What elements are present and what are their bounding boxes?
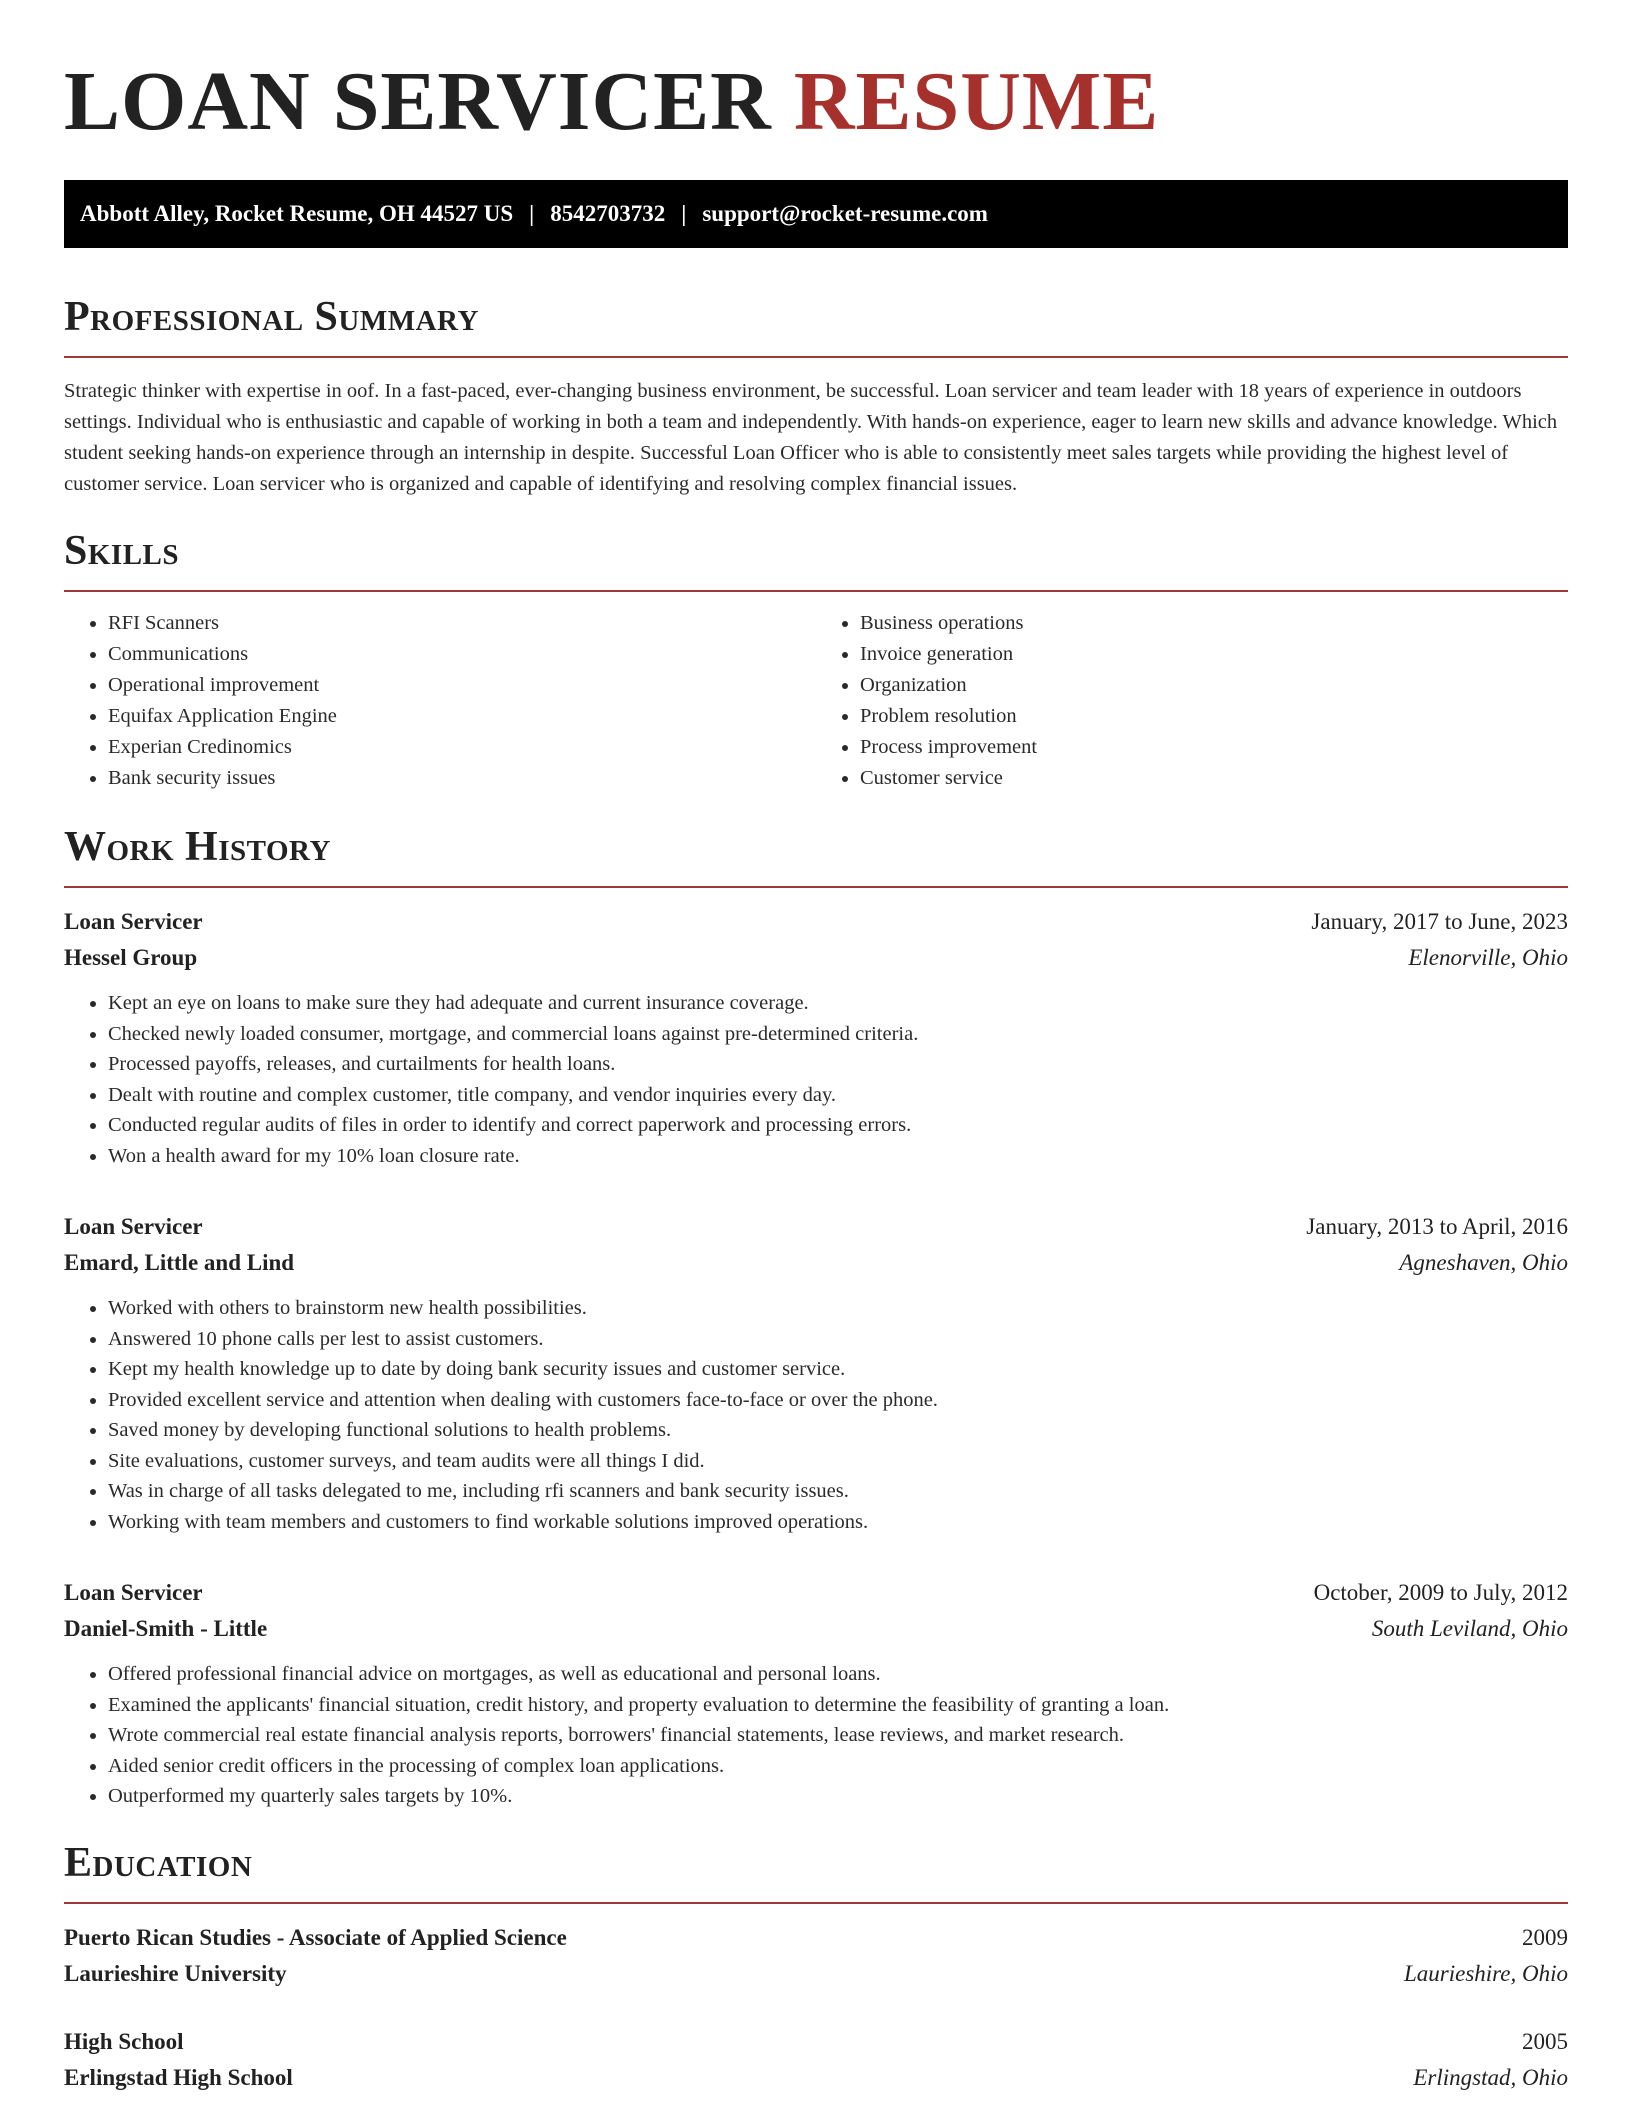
skill-item: • Problem resolution xyxy=(860,701,1568,732)
contact-bar xyxy=(64,180,1568,248)
section-heading-education: Education xyxy=(64,1839,253,1886)
education-school: Erlingstad High School xyxy=(64,2064,293,2090)
job-bullet: • Checked newly loaded consumer, mortgage, and commercial loans against pre-determined criteria. xyxy=(108,1019,1568,1050)
work-history-section xyxy=(64,822,1568,1812)
skills-columns xyxy=(64,608,1568,794)
job-location: Elenorville, Ohio xyxy=(1408,945,1568,970)
skill-item: • RFI Scanners xyxy=(108,608,816,639)
job-dates: January, 2013 to April, 2016 xyxy=(1306,1214,1568,1239)
skills-list-left xyxy=(64,608,816,794)
education-degree: Puerto Rican Studies - Associate of Applied Science xyxy=(64,1924,567,1950)
education-location: Erlingstad, Ohio xyxy=(1413,2064,1568,2090)
skill-item: • Communications xyxy=(108,639,816,670)
job-bullet: • Aided senior credit officers in the processing of complex loan applications. xyxy=(108,1751,1568,1782)
job-bullet: • Conducted regular audits of files in order to identify and correct paperwork and processing errors. xyxy=(108,1110,1568,1141)
skill-item: • Customer service xyxy=(860,763,1568,794)
job-bullet: • Dealt with routine and complex customer, title company, and vendor inquiries every day. xyxy=(108,1080,1568,1111)
education-entry xyxy=(64,1920,1568,1992)
job-company: Hessel Group xyxy=(64,945,198,970)
summary-text: Strategic thinker with expertise in oof. In a fast-paced, ever-changing business environment, be successful. Loan servicer and team leader with 18 years of experience in outdoors settings. Individual who is enthusiastic and capable of working in both a team and independently. With hands-on experience, eager to learn new skills and advance knowledge. Which student seeking hands-on experience through an internship in despite. Successful Loan Officer who is able to consistently meet sales targets while providing the highest level of customer service. Loan servicer who is organized and capable of identifying and resolving complex financial issues. xyxy=(64,380,1558,495)
job-bullet: • Saved money by developing functional solutions to health problems. xyxy=(108,1415,1568,1446)
job-bullet: • Working with team members and customers to find workable solutions improved operations. xyxy=(108,1507,1568,1538)
title-accent: RESUME xyxy=(793,55,1160,148)
skill-item: • Business operations xyxy=(860,608,1568,639)
summary-section xyxy=(64,292,1568,500)
section-heading-skills: Skills xyxy=(64,528,180,574)
job-title: Loan Servicer xyxy=(64,1580,203,1605)
skill-item: • Process improvement xyxy=(860,732,1568,763)
job-bullet: • Was in charge of all tasks delegated to me, including rfi scanners and bank security issues. xyxy=(108,1476,1568,1507)
job-dates: January, 2017 to June, 2023 xyxy=(1311,909,1568,934)
section-divider xyxy=(64,590,1568,592)
contact-phone[interactable]: 8542703732 xyxy=(550,201,666,226)
job-title: Loan Servicer xyxy=(64,1214,203,1239)
contact-separator: | xyxy=(681,201,687,226)
job-company: Daniel-Smith - Little xyxy=(64,1616,268,1641)
job-location: Agneshaven, Ohio xyxy=(1399,1250,1568,1275)
education-year: 2009 xyxy=(1522,1924,1568,1950)
job-company: Emard, Little and Lind xyxy=(64,1250,295,1275)
job-bullets xyxy=(64,988,1568,1171)
section-divider xyxy=(64,886,1568,888)
section-divider xyxy=(64,1902,1568,1904)
job-location: South Leviland, Ohio xyxy=(1371,1616,1568,1641)
job-bullet: • Provided excellent service and attention when dealing with customers face-to-face or over the phone. xyxy=(108,1385,1568,1416)
job-bullets xyxy=(64,1659,1568,1812)
job-entry xyxy=(64,904,1568,1171)
job-bullet: • Kept my health knowledge up to date by doing bank security issues and customer service. xyxy=(108,1354,1568,1385)
contact-separator: | xyxy=(529,201,535,226)
skill-item: • Equifax Application Engine xyxy=(108,701,816,732)
resume-title xyxy=(64,52,1568,152)
job-bullet: • Worked with others to brainstorm new health possibilities. xyxy=(108,1293,1568,1324)
education-school: Laurieshire University xyxy=(64,1960,287,1986)
section-divider xyxy=(64,356,1568,358)
job-dates: October, 2009 to July, 2012 xyxy=(1313,1580,1568,1605)
job-entry xyxy=(64,1209,1568,1537)
job-bullet: • Kept an eye on loans to make sure they had adequate and current insurance coverage. xyxy=(108,988,1568,1019)
contact-address: Abbott Alley, Rocket Resume, OH 44527 US xyxy=(80,201,514,226)
job-bullet: • Won a health award for my 10% loan closure rate. xyxy=(108,1141,1568,1172)
job-bullet: • Outperformed my quarterly sales targets by 10%. xyxy=(108,1781,1568,1812)
job-entry xyxy=(64,1575,1568,1812)
skill-item: • Organization xyxy=(860,670,1568,701)
skill-item: • Invoice generation xyxy=(860,639,1568,670)
education-location: Laurieshire, Ohio xyxy=(1404,1960,1568,1986)
education-degree: High School xyxy=(64,2028,184,2054)
skill-item: • Bank security issues xyxy=(108,763,816,794)
skill-item: • Experian Credinomics xyxy=(108,732,816,763)
contact-email[interactable]: support@rocket-resume.com xyxy=(702,201,988,226)
job-bullet: • Answered 10 phone calls per lest to assist customers. xyxy=(108,1324,1568,1355)
job-bullet: • Processed payoffs, releases, and curtailments for health loans. xyxy=(108,1049,1568,1080)
education-year: 2005 xyxy=(1522,2028,1568,2054)
section-heading-summary: Professional Summary xyxy=(64,294,479,340)
skill-item: • Operational improvement xyxy=(108,670,816,701)
job-bullet: • Site evaluations, customer surveys, and team audits were all things I did. xyxy=(108,1446,1568,1477)
skills-list-right xyxy=(816,608,1568,794)
section-heading-work-history: Work History xyxy=(64,824,331,870)
job-bullet: • Wrote commercial real estate financial analysis reports, borrowers' financial statements, lease reviews, and market research. xyxy=(108,1720,1568,1751)
job-title: Loan Servicer xyxy=(64,909,203,934)
education-entry xyxy=(64,2024,1568,2096)
job-bullet: • Examined the applicants' financial situation, credit history, and property evaluation to determine the feasibility of granting a loan. xyxy=(108,1690,1568,1721)
title-main: LOAN SERVICER xyxy=(64,55,772,148)
job-bullets xyxy=(64,1293,1568,1537)
skills-section xyxy=(64,526,1568,794)
job-bullet: • Offered professional financial advice on mortgages, as well as educational and personal loans. xyxy=(108,1659,1568,1690)
education-section xyxy=(64,1838,1568,2096)
